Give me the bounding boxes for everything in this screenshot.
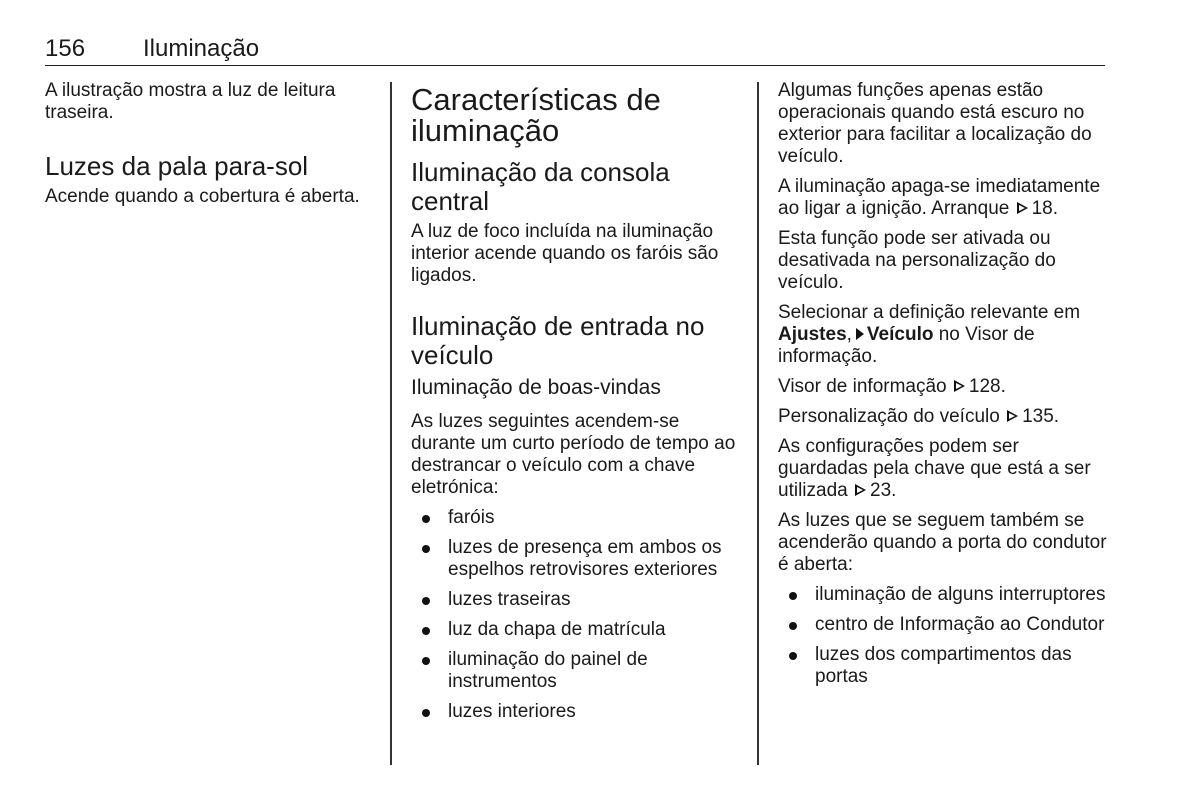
bullet-icon <box>422 709 430 717</box>
list-item: luzes dos compartimentos das portas <box>778 644 1108 688</box>
list-item: luzes interiores <box>411 701 746 723</box>
driver-door-lights-list <box>778 584 1108 688</box>
column-divider-left <box>390 82 392 765</box>
page-number: 156 <box>45 35 86 62</box>
bullet-icon <box>422 627 430 635</box>
bullet-icon <box>422 657 430 665</box>
rear-reading-light-text: A ilustração mostra a luz de leitura traseira. <box>45 80 336 123</box>
sunvisor-lights-text: Acende quando a cobertura é aberta. <box>45 186 360 207</box>
sunvisor-lights-heading: Luzes da pala para-sol <box>45 151 309 181</box>
column-middle <box>411 80 746 731</box>
center-console-lighting-heading: Iluminação da consola central <box>411 157 670 216</box>
page-reference-icon <box>954 380 965 392</box>
dark-operation-text: Algumas funções apenas estão operacionais quando está escuro no exterior para facilitar a localização do veículo. <box>778 80 1092 167</box>
list-item: iluminação do painel de instrumentos <box>411 649 746 693</box>
bullet-icon <box>789 592 797 600</box>
list-item: iluminação de alguns interruptores <box>778 584 1108 606</box>
page-reference-link[interactable]: 128. <box>968 376 1006 397</box>
bullet-icon <box>422 545 430 553</box>
welcome-lights-list <box>411 507 746 723</box>
vehicle-menu-label: Veículo <box>866 324 934 345</box>
page-reference-link[interactable]: 23. <box>870 480 897 501</box>
column-right <box>778 80 1108 696</box>
list-item: centro de Informação ao Condutor <box>778 614 1108 636</box>
bullet-icon <box>789 622 797 630</box>
bullet-icon <box>789 652 797 660</box>
center-console-lighting-text: A luz de foco incluída na iluminação interior acende quando os faróis são ligados. <box>411 221 719 286</box>
list-item: luzes traseiras <box>411 589 746 611</box>
menu-arrow-icon <box>856 328 864 340</box>
list-item: luz da chapa de matrícula <box>411 619 746 641</box>
list-item: luzes de presença em ambos os espelhos retrovisores exteriores <box>411 537 746 581</box>
ignition-off-text: A iluminação apaga-se imediatamente ao ligar a ignição. Arranque 18. <box>778 176 1101 219</box>
info-display-reference: Visor de informação 128. <box>778 376 1006 397</box>
driver-door-lights-text: As luzes que se seguem também se acenderão quando a porta do condutor é aberta: <box>778 510 1107 575</box>
welcome-lighting-text: As luzes seguintes acendem-se durante um curto período de tempo ao destrancar o veículo com a chave eletrónica: <box>411 411 736 498</box>
key-settings-text: As configurações podem ser guardadas pela chave que está a ser utilizada 23. <box>778 436 1091 501</box>
page-reference-icon <box>855 484 866 496</box>
welcome-lighting-heading: Iluminação de boas-vindas <box>411 376 661 399</box>
select-setting-text: Selecionar a definição relevante em Ajustes, Veículo no Visor de informação. <box>778 302 1081 367</box>
personalization-toggle-text: Esta função pode ser ativada ou desativada na personalização do veículo. <box>778 228 1056 293</box>
page-reference-icon <box>1017 202 1028 214</box>
page-reference-link[interactable]: 18. <box>1031 198 1059 219</box>
column-divider-right <box>757 82 759 765</box>
section-title: Iluminação <box>143 35 260 62</box>
entry-lighting-heading: Iluminação de entrada no veículo <box>411 311 705 370</box>
page-reference-icon <box>1007 410 1018 422</box>
list-item: faróis <box>411 507 746 529</box>
column-left <box>45 80 380 216</box>
settings-menu-label: Ajustes <box>778 324 847 345</box>
bullet-icon <box>422 515 430 523</box>
vehicle-personalization-reference: Personalização do veículo 135. <box>778 406 1060 427</box>
bullet-icon <box>422 597 430 605</box>
lighting-features-heading: Características de iluminação <box>411 82 661 148</box>
page-header <box>45 35 1105 66</box>
page-reference-link[interactable]: 135. <box>1022 406 1060 427</box>
